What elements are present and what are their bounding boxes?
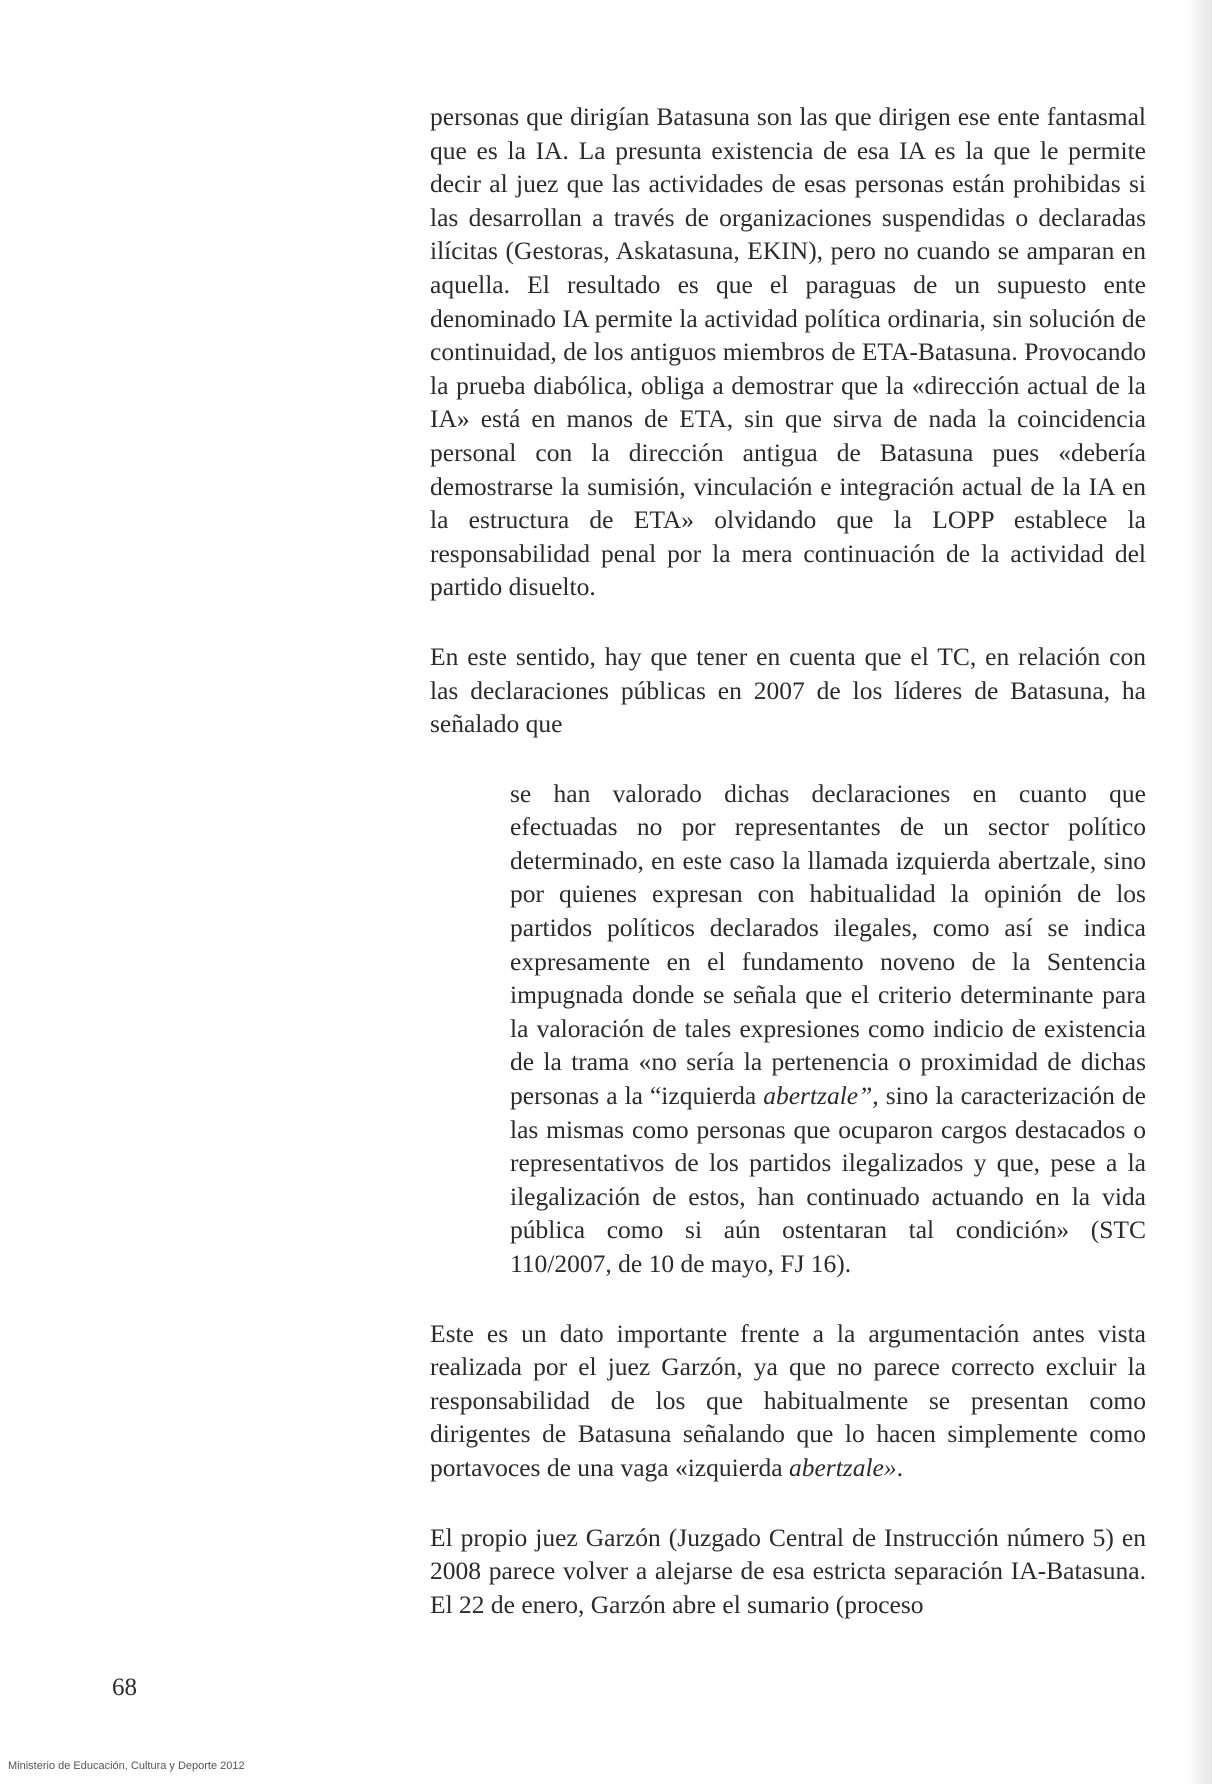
quote-text-part-2: sino la caracterización de las mismas como personas que ocuparon cargos destacados o representativos de los partidos ilegalizados y que, pese a la ilegalización de estos, han continuado actuando en la vida pública como si aún ostentaran tal condición» (STC 110/2007, de 10 de mayo, FJ 16).: [510, 1081, 1146, 1278]
paragraph-3-italic-term: abertzale»: [788, 1452, 897, 1482]
page-number: 68: [112, 1674, 137, 1701]
paragraph-3-part-2: .: [896, 1452, 903, 1482]
quote-italic-term: abertzale”,: [763, 1081, 879, 1111]
paragraph-3: [430, 1317, 1146, 1485]
body-text-column: [430, 100, 1146, 1621]
block-quote: [510, 777, 1146, 1281]
paragraph-3-part-1: Este es un dato importante frente a la argumentación antes vista realizada por el juez Garzón, ya que no parece correcto excluir la responsabilidad de los que habitualmente se presentan como dirigentes de Batasuna señalando que lo hacen simplemente como portavoces de una vaga «izquierda: [430, 1318, 1146, 1482]
quote-text-part-1: se han valorado dichas declaraciones en cuanto que efectuadas no por representantes de un sector político determinado, en este caso la llamada izquierda abertzale, sino por quienes expresan con habitualidad la opinión de los partidos políticos declarados ilegales, como así se indica expresamente en el fundamento noveno de la Sentencia impugnada donde se señala que el criterio determinante para la valoración de tales expresiones como indicio de existencia de la trama «no sería la pertenencia o proximidad de dichas personas a la “izquierda: [510, 778, 1146, 1111]
footer-credit: Ministerio de Educación, Cultura y Deporte 2012: [8, 1760, 245, 1772]
paragraph-2: En este sentido, hay que tener en cuenta que el TC, en relación con las declaraciones públicas en 2007 de los líderes de Batasuna, ha señalado que: [430, 641, 1146, 739]
paragraph-1: personas que dirigían Batasuna son las que dirigen ese ente fantasmal que es la IA. La presunta existencia de esa IA es la que le permite decir al juez que las actividades de esas personas están prohibidas si las desarrollan a través de organizaciones suspendidas o declaradas ilícitas (Gestoras, Askatasuna, EKIN), pero no cuando se amparan en aquella. El resultado es que el paraguas de un supuesto ente denominado IA permite la actividad política ordinaria, sin solución de continuidad, de los antiguos miembros de ETA-Batasuna. Provocando la prueba diabólica, obliga a demostrar que la «dirección actual de la IA» está en manos de ETA, sin que sirva de nada la coincidencia personal con la dirección antigua de Batasuna pues «debería demostrarse la sumisión, vinculación e integración actual de la IA en la estructura de ETA» olvidando que la LOPP establece la responsabilidad penal por la mera continuación de la actividad del partido disuelto.: [430, 102, 1146, 602]
page-edge-shadow: [1186, 0, 1212, 1784]
paragraph-4: El propio juez Garzón (Juzgado Central de Instrucción número 5) en 2008 parece volver a alejarse de esa estricta separación IA-Batasuna. El 22 de enero, Garzón abre el sumario (proceso: [430, 1522, 1146, 1619]
